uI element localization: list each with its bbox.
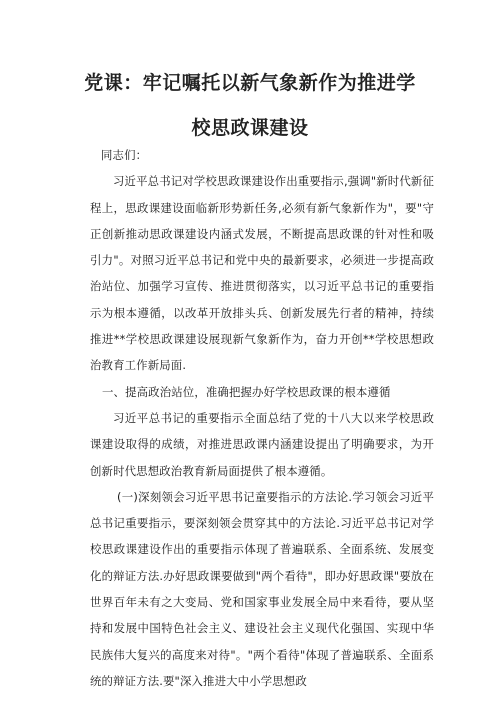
paragraph-subsection-1: (一)深刻领会习近平思书记童要指示的方法论.学习领会习近平总书记重要指示，要深刻领会贯穿其中的方法论.习近平总书记对学校思政课建设作出的重要指示体现了普遍联系、全面系统、发展变化的辩证方法.办好思政课要做到"两个看待"，即办好思政课"要放在世界百年未有之大变局、党和国家事业发展全局中来看待，要从坚持和发展中国特色社会主义、建设社会主义现代化强国、实现中华民族伟大复兴的高度来对待"。"两个看待"体现了普遍联系、全面系统的辩证方法.要"深入推进大中小学思想政 [90,489,434,688]
paragraph-section-1: 习近平总书记的重要指示全面总结了党的十八大以来学校思政课建设取得的成绩，对推进思政课内涵建设提出了明确要求，为开创新时代思想政治教育新局面提供了根本遵循。 [90,410,434,478]
greeting: 同志们： [101,148,148,162]
section-heading-1: 一、提高政治站位，准确把握办好学校思政课的根本遵循 [102,384,391,399]
document-title-line-2: 校思政课建设 [191,117,309,139]
document-body [90,142,434,694]
paragraph-intro: 习近平总书记对学校思政课建设作出重要指示,强调"新时代新征程上，思政课建设面临新形势新任务,必须有新气象新作为"，要"守正创新推动思政课建设内涵式发展，不断提高思政课的针对性和吸引力"。对照习近平总书记和党中央的最新要求，必须进一步提高政治站位、加强学习宣传、推进贯彻落实，以习近平总书记的重要指示为根本遵循，以改革开放排头兵、创新发展先行者的精神，持续推进**学校思政课建设展现新气象新作为，奋力开创**学校思想政治教育工作新局面. [90,174,434,373]
document-title-line-1: 党课：牢记嘱托以新气象新作为推进学 [84,72,416,94]
